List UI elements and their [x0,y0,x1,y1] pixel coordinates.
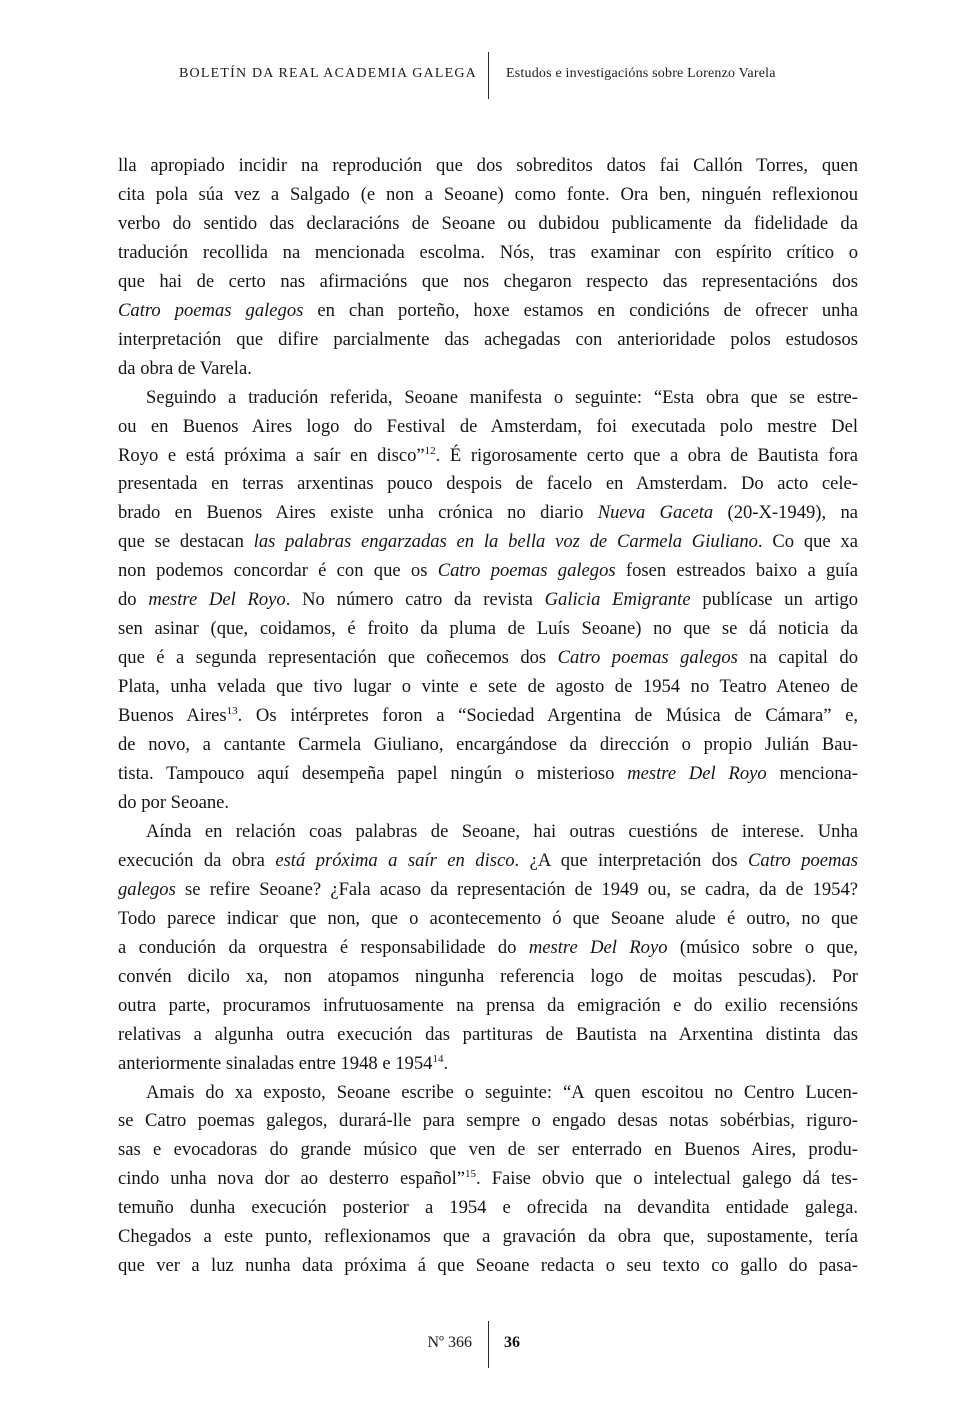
text-run: (músico sobre o que, [667,936,858,958]
footer-divider [488,1321,489,1368]
text-line [118,586,858,615]
footnote-ref: 12 [424,444,436,457]
text-line [118,1107,858,1136]
text-line [118,1021,858,1050]
text-run: interpretación que difire parcialmente das achegadas con anterioridade polos estudosos [118,328,858,350]
text-run-italic: mestre Del Royo [148,589,286,611]
text-line [118,268,858,297]
text-run: convén dicilo xa, non atopamos ningunha referencia logo de moitas pescudas). Por [118,965,858,987]
text-run-italic: mestre Del Royo [528,936,668,958]
text-line [118,152,858,181]
text-line [118,1050,858,1079]
text-run: Chegados a este punto, reflexionamos que a gravación da obra que, supostamente, tería [118,1226,858,1248]
text-run-italic: las palabras engarzadas en la bella voz de Carmela Giuliano [253,531,758,553]
text-run: lla apropiado incidir na reprodución que dos sobreditos datos fai Callón Torres, quen [118,155,858,176]
text-line [118,731,858,760]
text-line [118,876,858,905]
text-run: en chan porteño, hoxe estamos en condicións de ofrecer unha [303,299,859,321]
text-run: Buenos Aires [118,705,227,727]
text-run: . [443,1052,449,1074]
text-run-italic: Catro poemas galegos [437,560,616,582]
text-run: de novo, a cantante Carmela Giuliano, encargándose da dirección o propio Julián Bau- [118,734,858,756]
text-line [118,644,858,673]
text-run: na capital do [737,647,858,669]
text-run: a condución da orquestra é responsabilidade do [118,936,529,958]
text-run: anteriormente sinaladas entre 1948 e 1954 [118,1052,433,1074]
footnote-ref: 15 [465,1168,477,1181]
text-run-italic: Catro poemas [748,849,858,871]
text-line [118,442,858,471]
text-line [118,528,858,557]
text-line [118,326,858,355]
text-run-italic: mestre Del Royo [627,763,767,785]
text-line [118,413,858,442]
text-run: cita pola súa vez a Salgado (e non a Seoane) como fonte. Ora ben, ninguén reflexionou [118,183,858,205]
text-line [118,673,858,702]
text-run: verbo do sentido das declaracións de Seoane ou dubidou publicamente da fidelidade da [118,212,858,234]
text-line [118,1079,858,1108]
text-run: non podemos concordar é con que os [118,560,438,582]
body-text [118,152,858,1281]
text-run: Aínda en relación coas palabras de Seoane, hai outras cuestións de interese. Unha [146,820,858,842]
text-run: que ver a luz nunha data próxima á que Seoane redacta o seu texto co gallo do pasa- [118,1255,858,1277]
text-line [118,1194,858,1223]
text-run: Amais do xa exposto, Seoane escribe o seguinte: “A quen escoitou no Centro Lucen- [146,1081,858,1103]
text-run: Plata, unha velada que tivo lugar o vinte e sete de agosto de 1954 no Teatro Ateneo de [118,676,858,698]
text-run: relativas a algunha outra execución das partituras de Bautista na Arxentina distinta das [118,1023,858,1045]
text-line [118,1165,858,1194]
text-line [118,297,858,326]
text-run: execución da obra [118,849,276,871]
text-line [118,1252,858,1281]
text-line [118,499,858,528]
text-run: sen asinar (que, coidamos, é froito da pluma de Luís Seoane) no que se dá noticia da [118,618,858,640]
text-run: tradución recollida na mencionada escolma. Nós, tras examinar con espírito crítico o [118,241,858,263]
text-run-italic: Catro poemas galegos [118,299,304,321]
text-run-italic: Catro poemas galegos [557,647,738,669]
text-line [118,702,858,731]
text-run: que hai de certo nas afirmacións que nos chegaron respecto das representacións dos [118,270,858,292]
text-run: sas e evocadoras do grande músico que ven de ser enterrado en Buenos Aires, produ- [118,1139,858,1161]
text-run: menciona- [766,763,859,785]
text-run: ou en Buenos Aires logo do Festival de Amsterdam, foi executada polo mestre Del [118,415,858,437]
page-number: 36 [504,1334,520,1351]
text-line [118,818,858,847]
text-run: presentada en terras arxentinas pouco despois de facelo en Amsterdam. Do acto cele- [118,473,858,495]
section-title: Estudos e investigacións sobre Lorenzo Varela [506,66,776,81]
text-run: . É rigorosamente certo que a obra de Bautista fora [435,444,858,466]
text-run: que se destacan [118,531,254,553]
text-line [118,760,858,789]
text-line [118,557,858,586]
text-run: da obra de Varela. [118,357,252,379]
text-run: que é a segunda representación que coñecemos dos [118,647,558,669]
text-run: brado en Buenos Aires existe unha crónica no diario [118,502,598,524]
text-run-italic: Nueva Gaceta [597,502,714,524]
text-line [118,1136,858,1165]
footnote-ref: 14 [432,1052,444,1065]
text-run: do por Seoane. [118,791,230,813]
text-run: fosen estreados baixo a guía [615,560,858,582]
text-line [118,355,858,384]
text-run: outra parte, procuramos infrutuosamente na prensa da emigración e do exilio recensións [118,994,858,1016]
text-run: Seguindo a tradución referida, Seoane manifesta o seguinte: “Esta obra que se estre- [146,386,858,408]
page-header [0,0,975,120]
text-line [118,384,858,413]
text-run: . Faise obvio que o intelectual galego dá tes- [476,1168,858,1190]
text-run: se Catro poemas galegos, durará-lle para sempre o engado desas notas sobérbias, riguro- [118,1110,858,1132]
text-line [118,615,858,644]
journal-title: BOLETÍN DA REAL ACADEMIA GALEGA [179,66,477,81]
text-run: Todo parece indicar que non, que o acontecemento ó que Seoane alude é outro, no que [118,907,858,929]
text-run: temuño dunha execución posterior a 1954 e ofrecida na devandita entidade galega. [118,1197,858,1219]
text-line [118,905,858,934]
footnote-ref: 13 [226,705,238,718]
text-run: cindo unha nova dor ao desterro español” [118,1168,466,1190]
text-line [118,239,858,268]
text-run: (20-X-1949), na [713,502,858,524]
text-line [118,934,858,963]
text-line [118,992,858,1021]
text-line [118,470,858,499]
header-divider [488,52,489,99]
text-run: . ¿A que interpretación dos [514,849,749,871]
text-run: se refire Seoane? ¿Fala acaso da representación de 1949 ou, se cadra, da de 1954? [175,878,858,900]
text-line [118,847,858,876]
issue-number: Nº 366 [427,1334,472,1351]
text-run: . Co que xa [757,531,858,553]
text-run: . No número catro da revista [285,589,545,611]
text-line [118,181,858,210]
text-run-italic: está próxima a saír en disco [275,849,515,871]
text-run: do [118,589,149,611]
text-line [118,210,858,239]
text-line [118,963,858,992]
text-run-italic: Galicia Emigrante [544,589,691,611]
text-run-italic: galegos [118,878,176,900]
text-line [118,789,858,818]
text-run: Royo e está próxima a saír en disco” [118,444,425,466]
text-run: . Os intérpretes foron a “Sociedad Argentina de Música de Cámara” e, [237,705,858,727]
text-run: publícase un artigo [690,589,858,611]
text-run: tista. Tampouco aquí desempeña papel ningún o misterioso [118,763,628,785]
text-line [118,1223,858,1252]
